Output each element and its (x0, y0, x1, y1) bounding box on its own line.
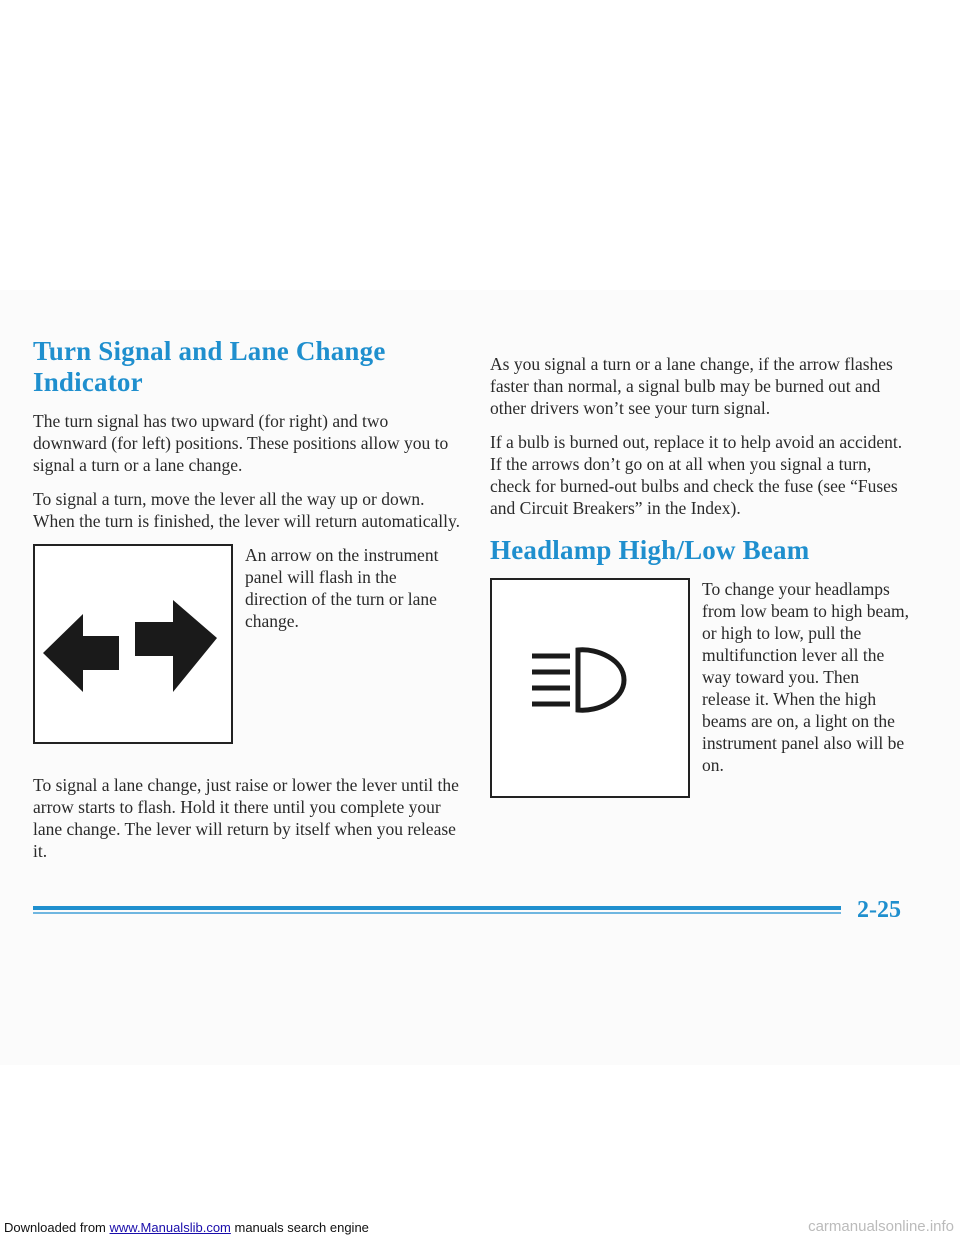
footer-prefix: Downloaded from (4, 1220, 110, 1235)
turn-signal-para-1: The turn signal has two upward (for right) and two downward (for left) positions. These positions allow you to signal a turn or a lane change. (33, 411, 449, 475)
turn-signal-right-arrow-icon (135, 600, 217, 692)
headlamp-figure-row (490, 578, 910, 798)
turn-signal-para-4: As you signal a turn or a lane change, if the arrow flashes faster than normal, a signal bulb may be burned out and other drivers won’t see your turn signal. (490, 354, 893, 418)
headlamp-heading: Headlamp High/Low Beam (490, 535, 810, 565)
footer-suffix: manuals search engine (230, 1220, 369, 1235)
footer-rule-top (33, 906, 841, 910)
download-footer (4, 1220, 369, 1235)
watermark: carmanualsonline.info (808, 1218, 954, 1235)
turn-signal-figure-row (33, 544, 463, 744)
footer-rule-bottom (33, 912, 841, 914)
turn-signal-figure (33, 544, 233, 744)
turn-signal-para-3: To signal a lane change, just raise or lower the lever until the arrow starts to flash. Hold it there until you complete your lane change. The lever will return by itself when you release it. (33, 775, 459, 861)
page-number: 2-25 (857, 897, 901, 923)
headlamp-figure (490, 578, 690, 798)
turn-signal-heading: Turn Signal and Lane Change Indicator (33, 336, 386, 397)
turn-signal-para-2: To signal a turn, move the lever all the way up or down. When the turn is finished, the lever will return automatically. (33, 489, 460, 531)
left-column (33, 336, 463, 874)
footer-rule (33, 906, 841, 916)
headlamp-figure-caption: To change your headlamps from low beam to high beam, or high to low, pull the multifunction lever all the way toward you. Then release it. When the high beams are on, a light on the instrument panel also will be on. (702, 579, 910, 775)
turn-signal-figure-caption: An arrow on the instrument panel will flash in the direction of the turn or lane change. (245, 545, 439, 631)
turn-signal-para-5: If a bulb is burned out, replace it to help avoid an accident. If the arrows don’t go on at all when you signal a turn, check for burned-out bulbs and check the fuse (see “Fuses and Circuit Breakers” in the Index). (490, 432, 903, 518)
turn-signal-left-arrow-icon (43, 614, 123, 692)
high-beam-headlamp-icon (532, 642, 642, 722)
right-column (490, 353, 910, 828)
manualslib-link[interactable]: www.Manualslib.com (109, 1220, 231, 1235)
